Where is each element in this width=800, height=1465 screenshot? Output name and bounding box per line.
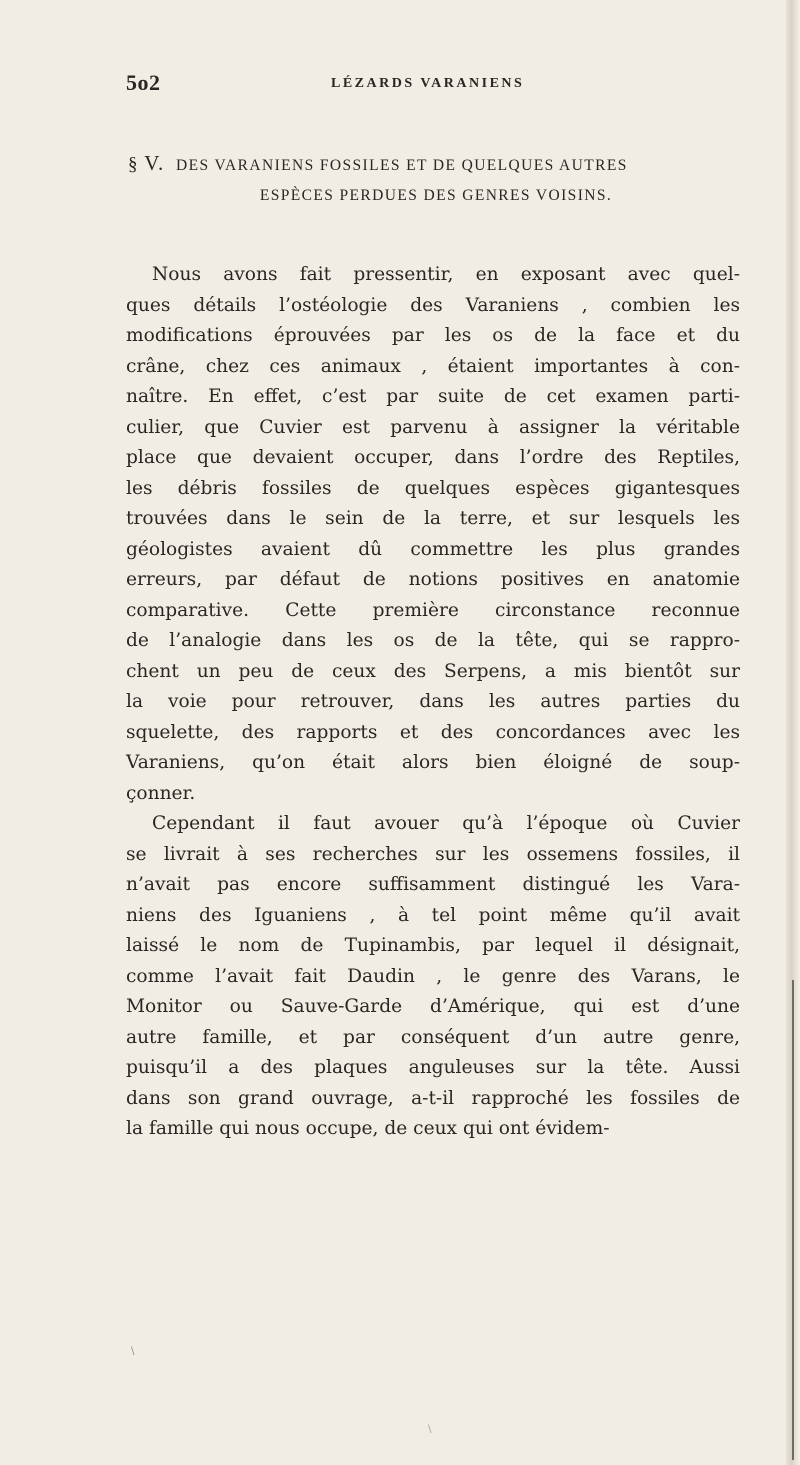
section-number: V. [144,151,165,175]
text-line: chent un peu de ceux des Serpens, a mis bientôt sur [126,660,740,682]
paragraph-2 [126,809,740,1145]
text-line: de l’analogie dans les os de la tête, qui se rappro- [126,630,740,651]
section-title-line-1: DES VARANIENS FOSSILES ET DE QUELQUES AUTRES [175,157,628,174]
running-head: LÉZARDS VARANIENS [331,76,525,91]
text-line: n’avait pas encore suffisamment distingué les Vara- [126,874,740,895]
text-line: la voie pour retrouver, dans les autres parties du [126,691,740,712]
text-line: dans son grand ouvrage, a-t-il rapproché les fossiles de [126,1087,740,1109]
page-number: 5o2 [126,70,161,95]
text-line: modifications éprouvées par les os de la face et du [126,325,740,346]
page-header [126,70,746,100]
text-line: niens des Iguaniens , à tel point même qu’il avait [126,904,740,926]
section-title-line-2: ESPÈCES PERDUES DES GENRES VOISINS. [259,187,613,204]
section-heading [126,148,746,211]
paragraph-1 [126,260,740,809]
section-heading-line-1 [126,148,746,181]
text-line: Varaniens, qu’on était alors bien éloigné de soup- [126,752,740,773]
text-line: naître. En effet, c’est par suite de cet examen parti- [126,386,740,407]
text-line: autre famille, et par conséquent d’un autre genre, [126,1026,740,1048]
text-line: puisqu’il a des plaques anguleuses sur la tête. Aussi [126,1057,740,1078]
stray-mark: \ [131,1346,135,1357]
text-line: laissé le nom de Tupinambis, par lequel il désignait, [126,935,740,956]
section-mark: § [128,154,139,175]
text-line: crâne, chez ces animaux , étaient importantes à con- [126,355,740,377]
text-line: Cependant il faut avouer qu’à l’époque où Cuvier [152,813,740,834]
text-line: Nous avons fait pressentir, en exposant avec quel- [152,264,740,285]
text-line: comparative. Cette première circonstance reconnue [126,599,740,621]
text-line: se livrait à ses recherches sur les ossemens fossiles, il [126,843,740,865]
text-line: comme l’avait fait Daudin , le genre des Varans, le [126,965,740,987]
text-line: les débris fossiles de quelques espèces gigantesques [126,477,740,499]
stray-mark: \ [428,1424,432,1435]
text-line: culier, que Cuvier est parvenu à assigner la véritable [126,416,740,438]
text-line: Monitor ou Sauve-Garde d’Amérique, qui est d’une [126,996,740,1017]
text-line: çonner. [126,782,196,804]
text-line: la famille qui nous occupe, de ceux qui ont évidem- [126,1118,610,1139]
text-line: squelette, des rapports et des concordances avec les [126,721,740,743]
page-edge [786,0,800,1465]
text-line: place que devaient occuper, dans l’ordre des Reptiles, [126,447,740,468]
text-line: géologistes avaient dû commettre les plus grandes [126,538,740,560]
text-line: ques détails l’ostéologie des Varaniens , combien les [126,294,740,316]
text-line: erreurs, par défaut de notions positives en anatomie [126,569,740,590]
body-text [126,260,740,1145]
text-line: trouvées dans le sein de la terre, et sur lesquels les [126,508,740,529]
